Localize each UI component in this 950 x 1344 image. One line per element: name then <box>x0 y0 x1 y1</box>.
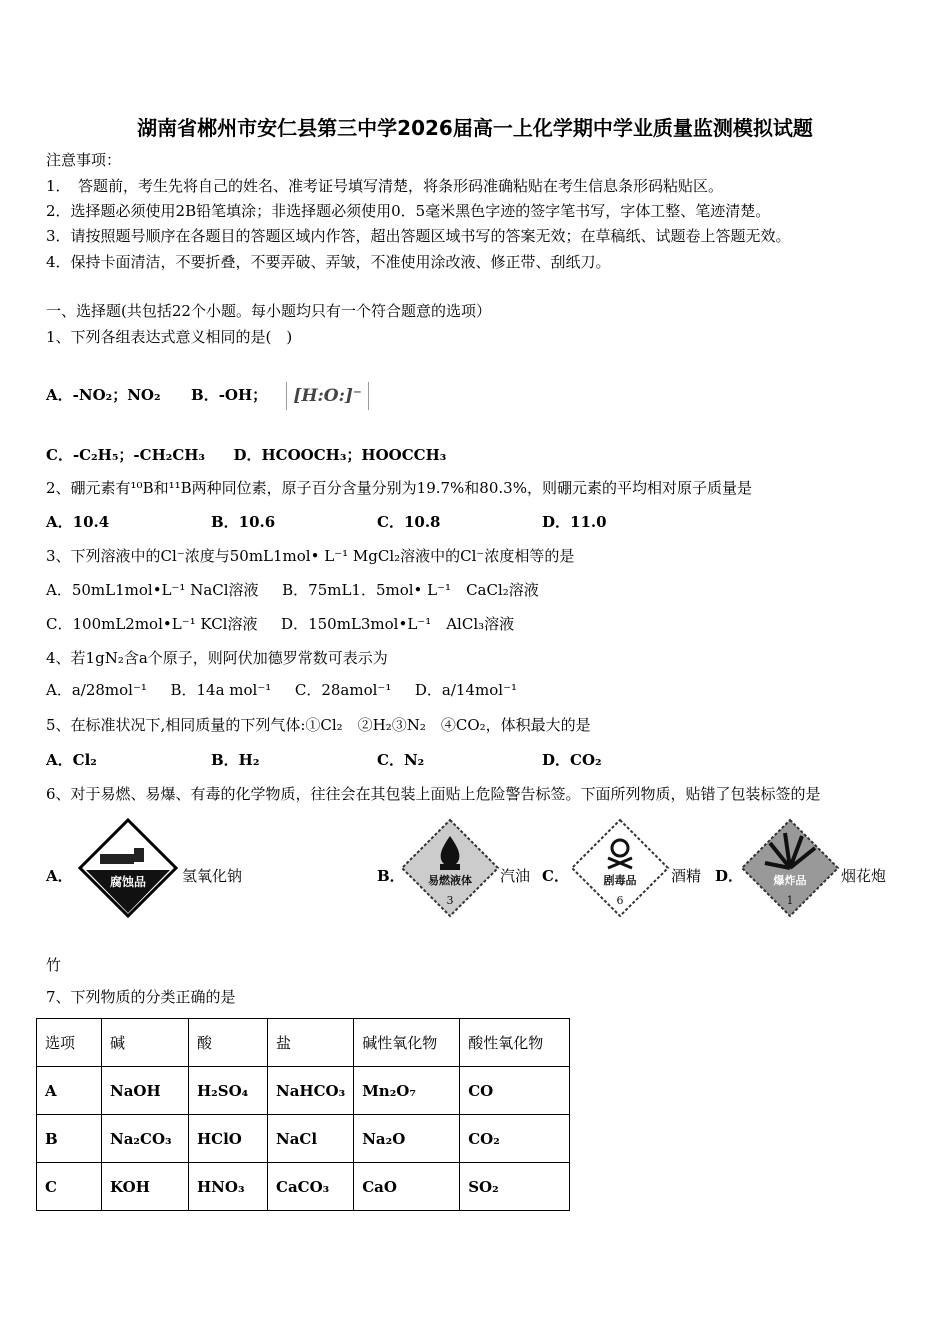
q5-option-c: C．N₂ <box>377 751 425 769</box>
table-cell: H₂SO₄ <box>189 1067 268 1115</box>
q5-option-b: B．H₂ <box>211 751 260 769</box>
table-cell: CO <box>460 1067 570 1115</box>
table-header: 盐 <box>268 1019 354 1067</box>
q1-stem: 1、下列各组表达式意义相同的是( ) <box>46 328 293 346</box>
q6-option-d-substance: 烟花炮 <box>841 867 887 885</box>
q1-options-cd <box>46 445 446 465</box>
table-cell: Na₂CO₃ <box>102 1115 189 1163</box>
table-header-row <box>37 1019 570 1067</box>
table-cell: Na₂O <box>354 1115 460 1163</box>
q2-option-d: D．11.0 <box>542 513 607 531</box>
q3-option-a: A．50mL1mol•L⁻¹ NaCl溶液 <box>46 581 259 599</box>
q6-option-d-letter: D． <box>715 867 744 885</box>
q3-option-d: D．150mL3mol•L⁻¹ AlCl₃溶液 <box>281 615 515 633</box>
q6-wrap-text: 竹 <box>46 956 62 974</box>
q6-stem: 6、对于易燃、易爆、有毒的化学物质，往往会在其包装上面贴上危险警告标签。下面所列物质，贴错了包装标签的是 <box>46 785 821 803</box>
table-cell: A <box>37 1067 102 1115</box>
table-header: 选项 <box>37 1019 102 1067</box>
q1-option-b: B．-OH； <box>191 386 268 404</box>
table-cell: CaCO₃ <box>268 1163 354 1211</box>
q4-option-c: C．28amol⁻¹ <box>294 681 392 699</box>
table-cell: Mn₂O₇ <box>354 1067 460 1115</box>
corrosive-hazard-sign <box>78 818 178 918</box>
q4-options <box>46 680 517 700</box>
table-cell: NaHCO₃ <box>268 1067 354 1115</box>
q3-stem: 3、下列溶液中的Cl⁻浓度与50mL1mol• L⁻¹ MgCl₂溶液中的Cl⁻浓度相等的是 <box>46 547 575 565</box>
table-cell: CaO <box>354 1163 460 1211</box>
note-item: 3．请按照题号顺序在各题目的答题区域内作答，超出答题区域书写的答案无效；在草稿纸、试题卷上答题无效。 <box>46 227 791 245</box>
hazard-class-number: 3 <box>446 894 454 907</box>
lewis-structure: [H:O:]⁻ <box>286 382 368 410</box>
q2-option-a: A．10.4 <box>46 513 110 531</box>
page-title: 湖南省郴州市安仁县第三中学2026届高一上化学期中学业质量监测模拟试题 <box>137 116 813 140</box>
table-cell: KOH <box>102 1163 189 1211</box>
table-header: 酸 <box>189 1019 268 1067</box>
q5-stem: 5、在标准状况下,相同质量的下列气体:①Cl₂ ②H₂③N₂ ④CO₂，体积最大的是 <box>46 716 591 734</box>
q3-option-b: B．75mL1．5mol• L⁻¹ CaCl₂溶液 <box>282 581 539 599</box>
q4-stem: 4、若1gN₂含a个原子，则阿伏加德罗常数可表示为 <box>46 649 388 667</box>
q3-option-c: C．100mL2mol•L⁻¹ KCl溶液 <box>46 615 258 633</box>
q2-option-c: C．10.8 <box>377 513 441 531</box>
q6-option-c-letter: C． <box>542 867 569 885</box>
q2-option-b: B．10.6 <box>211 513 276 531</box>
toxic-hazard-sign <box>570 818 670 918</box>
section-heading: 一、选择题(共包括22个小题。每小题均只有一个符合题意的选项） <box>46 302 491 320</box>
q3-options-cd <box>46 614 514 634</box>
table-row <box>37 1115 570 1163</box>
table-cell: NaOH <box>102 1067 189 1115</box>
note-item: 2．选择题必须使用2B铅笔填涂；非选择题必须使用0．5毫米黑色字迹的签字笔书写，字体工整、笔迹清楚。 <box>46 202 771 220</box>
table-cell: HClO <box>189 1115 268 1163</box>
q6-option-a-letter: A． <box>46 867 73 885</box>
table-cell: CO₂ <box>460 1115 570 1163</box>
table-row <box>37 1163 570 1211</box>
q1-option-a: A．-NO₂；NO₂ <box>46 386 161 404</box>
hazard-class-number: 6 <box>616 894 624 907</box>
hazard-sign-text: 腐蚀品 <box>109 875 147 889</box>
explosive-hazard-sign <box>740 818 840 918</box>
note-item: 1． 答题前，考生先将自己的姓名、准考证号填写清楚，将条形码准确粘贴在考生信息条形码粘贴区。 <box>46 177 724 195</box>
q5-option-a: A．Cl₂ <box>46 751 97 769</box>
q1-option-d: D．HCOOCH₃；HOOCCH₃ <box>233 446 447 464</box>
hazard-sign-text: 易燃液体 <box>428 874 472 887</box>
q5-option-d: D．CO₂ <box>542 751 602 769</box>
q4-option-a: A．a/28mol⁻¹ <box>46 681 147 699</box>
hazard-sign-text: 爆炸品 <box>773 874 807 887</box>
q7-stem: 7、下列物质的分类正确的是 <box>46 988 236 1006</box>
q4-option-d: D．a/14mol⁻¹ <box>414 681 517 699</box>
hazard-sign-text: 剧毒品 <box>603 874 637 887</box>
table-cell: NaCl <box>268 1115 354 1163</box>
table-cell: HNO₃ <box>189 1163 268 1211</box>
table-header: 碱 <box>102 1019 189 1067</box>
notes-heading: 注意事项： <box>46 151 122 169</box>
hazard-class-number: 1 <box>786 894 794 907</box>
q3-options-ab <box>46 580 539 600</box>
table-header: 碱性氧化物 <box>354 1019 460 1067</box>
note-item: 4．保持卡面清洁，不要折叠，不要弄破、弄皱，不准使用涂改液、修正带、刮纸刀。 <box>46 253 611 271</box>
q6-option-c-substance: 酒精 <box>671 867 702 885</box>
table-header: 酸性氧化物 <box>460 1019 570 1067</box>
q6-option-b-letter: B． <box>377 867 405 885</box>
q6-option-b-substance: 汽油 <box>500 867 531 885</box>
table-cell: B <box>37 1115 102 1163</box>
classification-table <box>36 1018 570 1211</box>
q4-option-b: B．14a mol⁻¹ <box>170 681 272 699</box>
q1-options-ab <box>46 382 369 410</box>
q1-option-c: C．-C₂H₅；-CH₂CH₃ <box>46 446 206 464</box>
table-cell: SO₂ <box>460 1163 570 1211</box>
table-cell: C <box>37 1163 102 1211</box>
q2-stem: 2、硼元素有¹⁰B和¹¹B两种同位素，原子百分含量分别为19.7%和80.3%，则硼元素的平均相对原子质量是 <box>46 479 752 497</box>
q6-option-a-substance: 氢氧化钠 <box>182 867 243 885</box>
table-row <box>37 1067 570 1115</box>
flammable-liquid-hazard-sign <box>400 818 500 918</box>
